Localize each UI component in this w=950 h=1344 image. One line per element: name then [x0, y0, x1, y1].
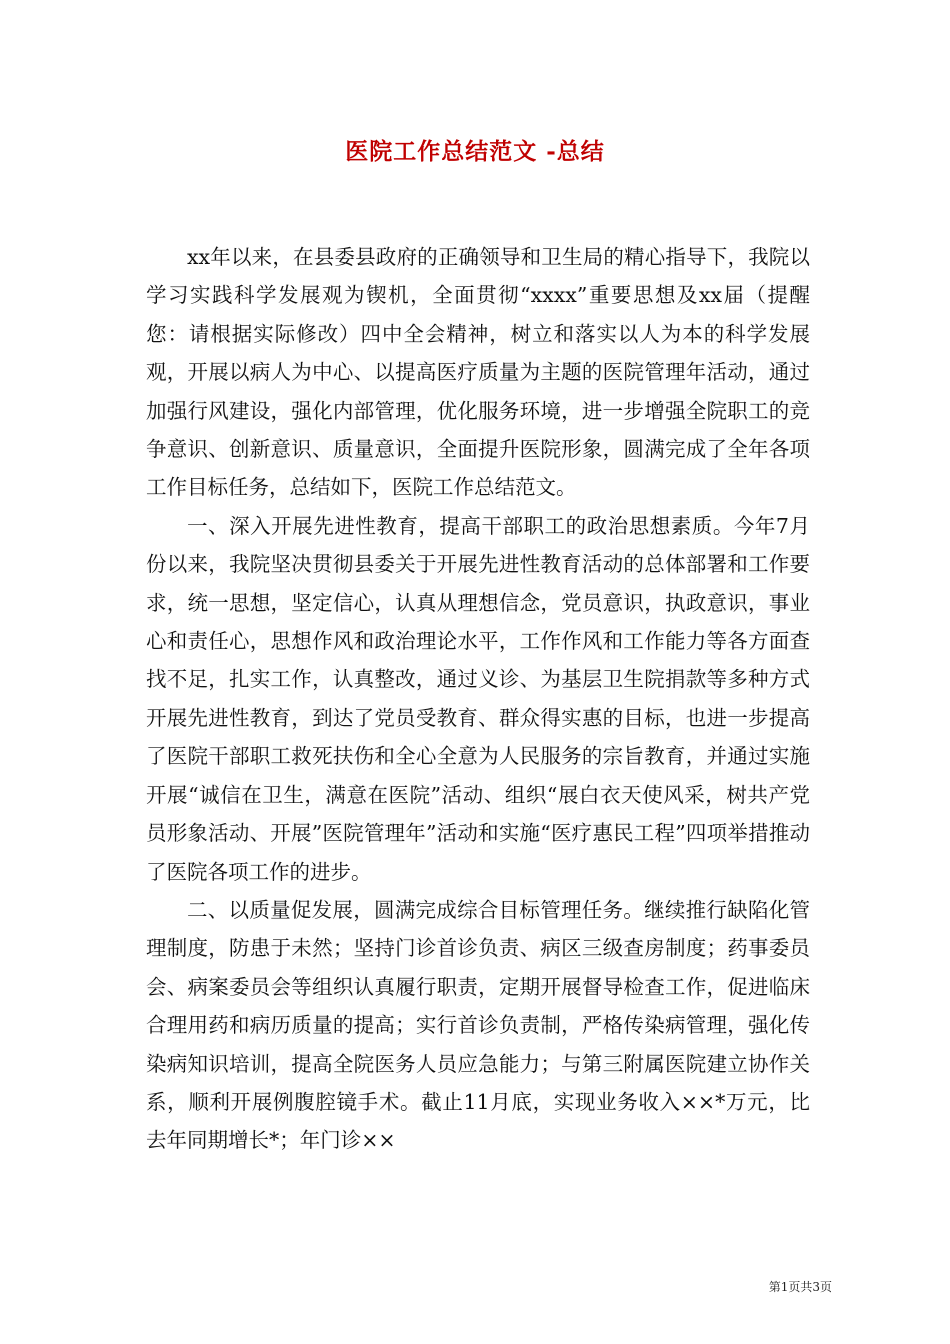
- page-number: 第1页共3页: [768, 1280, 832, 1294]
- document-body: [146, 238, 810, 1160]
- paragraph-section-2: 二、以质量促发展，圆满完成综合目标管理任务。继续推行缺陷化管理制度，防患于未然；坚持门诊首诊负责、病区三级查房制度；药事委员会、病案委员会等组织认真履行职责，定期开展督导检查工作，促进临床合理用药和病历质量的提高；实行首诊负责制，严格传染病管理，强化传染病知识培训，提高全院医务人员应急能力；与第三附属医院建立协作关系，顺利开展例腹腔镜手术。截止11月底，实现业务收入××*万元，比去年同期增长*；年门诊××: [146, 897, 810, 1153]
- paragraph-intro: xx年以来，在县委县政府的正确领导和卫生局的精心指导下，我院以学习实践科学发展观为锲机，全面贯彻“xxxx”重要思想及xx届（提醒您：请根据实际修改）四中全会精神，树立和落实以人为本的科学发展观，开展以病人为中心、以提高医疗质量为主题的医院管理年活动，通过加强行风建设，强化内部管理，优化服务环境，进一步增强全院职工的竞争意识、创新意识、质量意识，全面提升医院形象，圆满完成了全年各项工作目标任务，总结如下，医院工作总结范文。: [146, 245, 810, 500]
- document-title: 医院工作总结范文 -总结: [345, 138, 605, 165]
- paragraph-section-1: 一、深入开展先进性教育，提高干部职工的政治思想素质。今年7月份以来，我院坚决贯彻县委关于开展先进性教育活动的总体部署和工作要求，统一思想，坚定信心，认真从理想信念，党员意识，执政意识，事业心和责任心，思想作风和政治理论水平，工作作风和工作能力等各方面查找不足，扎实工作，认真整改，通过义诊、为基层卫生院捐款等多种方式开展先进性教育，到达了党员受教育、群众得实惠的目标，也进一步提高了医院干部职工救死扶伤和全心全意为人民服务的宗旨教育，并通过实施开展“诚信在卫生，满意在医院”活动、组织“展白衣天使风采，树共产党员形象活动、开展”医院管理年”活动和实施“医疗惠民工程”四项举措推动了医院各项工作的进步。: [146, 513, 810, 884]
